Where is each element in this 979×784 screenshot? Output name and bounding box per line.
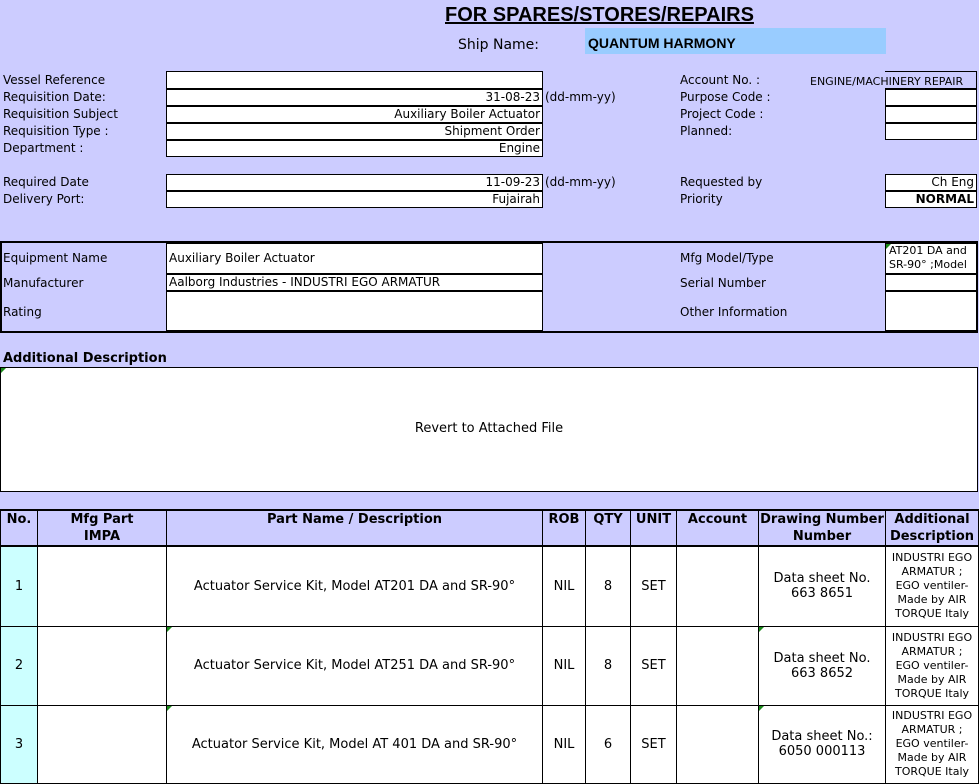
row-no: 3	[1, 705, 38, 783]
table-header-row	[1, 510, 979, 546]
manufacturer-label: Manufacturer	[3, 276, 84, 290]
comment-marker	[886, 244, 891, 249]
col-rob-label: ROB	[548, 512, 580, 527]
desc-line: Made by AIR	[897, 672, 967, 686]
drawing-line-1: Data sheet No.	[773, 571, 871, 587]
requisition-type-label: Requisition Type :	[3, 124, 109, 138]
requisition-date-label: Requisition Date:	[3, 90, 106, 104]
desc-line: ARMATUR ;	[901, 644, 963, 658]
row-account[interactable]	[677, 705, 759, 783]
row-part-name[interactable]: Actuator Service Kit, Model AT201 DA and SR-90°	[167, 546, 543, 626]
col-mfg-part	[38, 510, 167, 546]
account-no-label: Account No. :	[680, 73, 761, 87]
purpose-code-label: Purpose Code :	[680, 90, 771, 104]
col-drawing-label-1: Drawing Number	[760, 512, 884, 527]
row-drawing-number[interactable]	[759, 626, 886, 705]
purpose-code-field[interactable]	[885, 89, 977, 106]
desc-line: ARMATUR ;	[901, 723, 963, 736]
project-code-field[interactable]	[885, 106, 977, 123]
rating-label: Rating	[3, 305, 42, 319]
desc-line: TORQUE Italy	[894, 607, 970, 621]
row-drawing-number[interactable]	[759, 546, 886, 626]
rating-field[interactable]	[166, 291, 543, 331]
requested-by-field[interactable]: Ch Eng	[885, 174, 977, 191]
row-mfg-part[interactable]	[38, 546, 167, 626]
drawing-line-2: 663 8652	[790, 665, 854, 681]
row-qty[interactable]: 8	[586, 626, 631, 705]
col-qty-label: QTY	[593, 512, 623, 527]
ship-name-field[interactable]	[585, 28, 886, 54]
row-qty[interactable]: 6	[586, 705, 631, 783]
row-part-name[interactable]	[167, 705, 543, 783]
drawing-line-2: 663 8651	[790, 586, 854, 602]
desc-line: ARMATUR ;	[901, 565, 963, 579]
page-title: FOR SPARES/STORES/REPAIRS	[445, 4, 754, 26]
vessel-reference-label: Vessel Reference	[3, 73, 106, 87]
row-rob[interactable]: NIL	[543, 626, 586, 705]
equipment-name-field[interactable]: Auxiliary Boiler Actuator	[166, 243, 543, 274]
col-mfg-part-label: Mfg Part	[70, 512, 134, 527]
col-unit-label: UNIT	[635, 512, 672, 527]
row-no: 2	[1, 626, 38, 705]
date-format-hint: (dd-mm-yy)	[545, 90, 616, 104]
col-additional-description	[886, 510, 979, 546]
desc-line: INDUSTRI EGO	[891, 551, 973, 565]
serial-number-label: Serial Number	[680, 276, 766, 290]
ship-name-value: QUANTUM HARMONY	[588, 35, 736, 51]
account-no-value: ENGINE/MACHINERY REPAIR	[810, 75, 964, 88]
row-drawing-number[interactable]	[759, 705, 886, 783]
comment-marker	[759, 706, 764, 711]
row-rob[interactable]: NIL	[543, 705, 586, 783]
desc-line: TORQUE Italy	[894, 686, 970, 700]
table-row[interactable]	[1, 626, 979, 705]
project-code-label: Project Code :	[680, 107, 764, 121]
equipment-name-label: Equipment Name	[3, 251, 108, 265]
col-part-name	[167, 510, 543, 546]
row-additional-description[interactable]	[886, 546, 979, 626]
row-mfg-part[interactable]	[38, 626, 167, 705]
desc-line: INDUSTRI EGO	[891, 630, 973, 644]
desc-line: EGO ventiler-	[895, 737, 969, 750]
table-row[interactable]	[1, 546, 979, 626]
required-date-field[interactable]: 11-09-23	[166, 174, 543, 191]
additional-description-text: Revert to Attached File	[414, 421, 564, 436]
desc-line: Made by AIR	[897, 593, 967, 607]
requisition-type-field[interactable]: Shipment Order	[166, 123, 543, 140]
vessel-reference-field[interactable]	[166, 71, 543, 89]
department-label: Department :	[3, 141, 84, 155]
row-unit[interactable]: SET	[631, 705, 677, 783]
planned-label: Planned:	[680, 124, 733, 138]
col-account-label: Account	[687, 512, 748, 527]
mfg-model-field[interactable]	[885, 243, 977, 274]
row-no: 1	[1, 546, 38, 626]
delivery-port-field[interactable]: Fujairah	[166, 191, 543, 208]
row-part-name-text: Actuator Service Kit, Model AT251 DA and SR-90°	[193, 658, 516, 673]
serial-number-field[interactable]	[885, 274, 977, 291]
comment-marker	[167, 706, 172, 711]
mfg-model-line2: SR-90° ;Model	[889, 258, 967, 271]
row-additional-description[interactable]	[886, 705, 979, 783]
requested-by-label: Requested by	[680, 175, 763, 189]
col-impa-label: IMPA	[83, 529, 121, 544]
col-addl-label-1: Additional	[894, 512, 970, 527]
priority-field[interactable]: NORMAL	[885, 191, 977, 208]
department-field[interactable]: Engine	[166, 140, 543, 157]
other-information-field[interactable]	[885, 291, 977, 331]
comment-marker	[759, 627, 764, 632]
col-addl-label-2: Description	[889, 529, 975, 544]
row-qty[interactable]: 8	[586, 546, 631, 626]
additional-description-box[interactable]	[0, 367, 978, 492]
drawing-line-1: Data sheet No.	[773, 650, 871, 666]
additional-description-label: Additional Description	[3, 351, 167, 366]
row-rob[interactable]: NIL	[543, 546, 586, 626]
mfg-model-line1: AT201 DA and	[889, 244, 967, 257]
account-no-field[interactable]	[885, 71, 977, 89]
col-drawing-label-2: Number	[792, 529, 852, 544]
delivery-port-label: Delivery Port:	[3, 192, 85, 206]
desc-line: INDUSTRI EGO	[891, 709, 973, 722]
col-account	[677, 510, 759, 546]
ship-name-label: Ship Name:	[458, 37, 540, 53]
row-account[interactable]	[677, 546, 759, 626]
desc-line: Made by AIR	[897, 751, 967, 764]
other-information-label: Other Information	[680, 305, 788, 319]
required-date-format-hint: (dd-mm-yy)	[545, 175, 616, 189]
drawing-line-2: 6050 000113	[778, 744, 866, 759]
row-additional-description[interactable]	[886, 626, 979, 705]
requisition-subject-field[interactable]: Auxiliary Boiler Actuator	[166, 106, 543, 123]
requisition-subject-label: Requisition Subject	[3, 107, 118, 121]
row-part-name[interactable]	[167, 626, 543, 705]
col-rob	[543, 510, 586, 546]
comment-marker	[1, 368, 6, 373]
manufacturer-field[interactable]: Aalborg Industries - INDUSTRI EGO ARMATUR	[166, 274, 543, 291]
required-date-label: Required Date	[3, 175, 89, 189]
col-qty	[586, 510, 631, 546]
drawing-line-1: Data sheet No.:	[771, 729, 873, 744]
desc-line: EGO ventiler-	[895, 579, 969, 593]
comment-marker	[167, 627, 172, 632]
requisition-date-field[interactable]: 31-08-23	[166, 89, 543, 106]
row-part-name-text: Actuator Service Kit, Model AT 401 DA and SR-90°	[191, 736, 518, 752]
col-unit	[631, 510, 677, 546]
row-unit[interactable]: SET	[631, 626, 677, 705]
desc-line: EGO ventiler-	[895, 658, 969, 672]
col-part-name-label: Part Name / Description	[267, 512, 442, 527]
desc-line: TORQUE Italy	[894, 765, 970, 778]
mfg-model-label: Mfg Model/Type	[680, 251, 774, 265]
col-no	[1, 510, 38, 546]
row-mfg-part[interactable]	[38, 705, 167, 783]
row-unit[interactable]: SET	[631, 546, 677, 626]
table-row[interactable]	[1, 705, 979, 783]
planned-field[interactable]	[885, 123, 977, 140]
priority-label: Priority	[680, 192, 723, 206]
row-account[interactable]	[677, 626, 759, 705]
col-no-label: No.	[6, 512, 32, 527]
col-drawing-number	[759, 510, 886, 546]
items-table	[0, 509, 979, 784]
